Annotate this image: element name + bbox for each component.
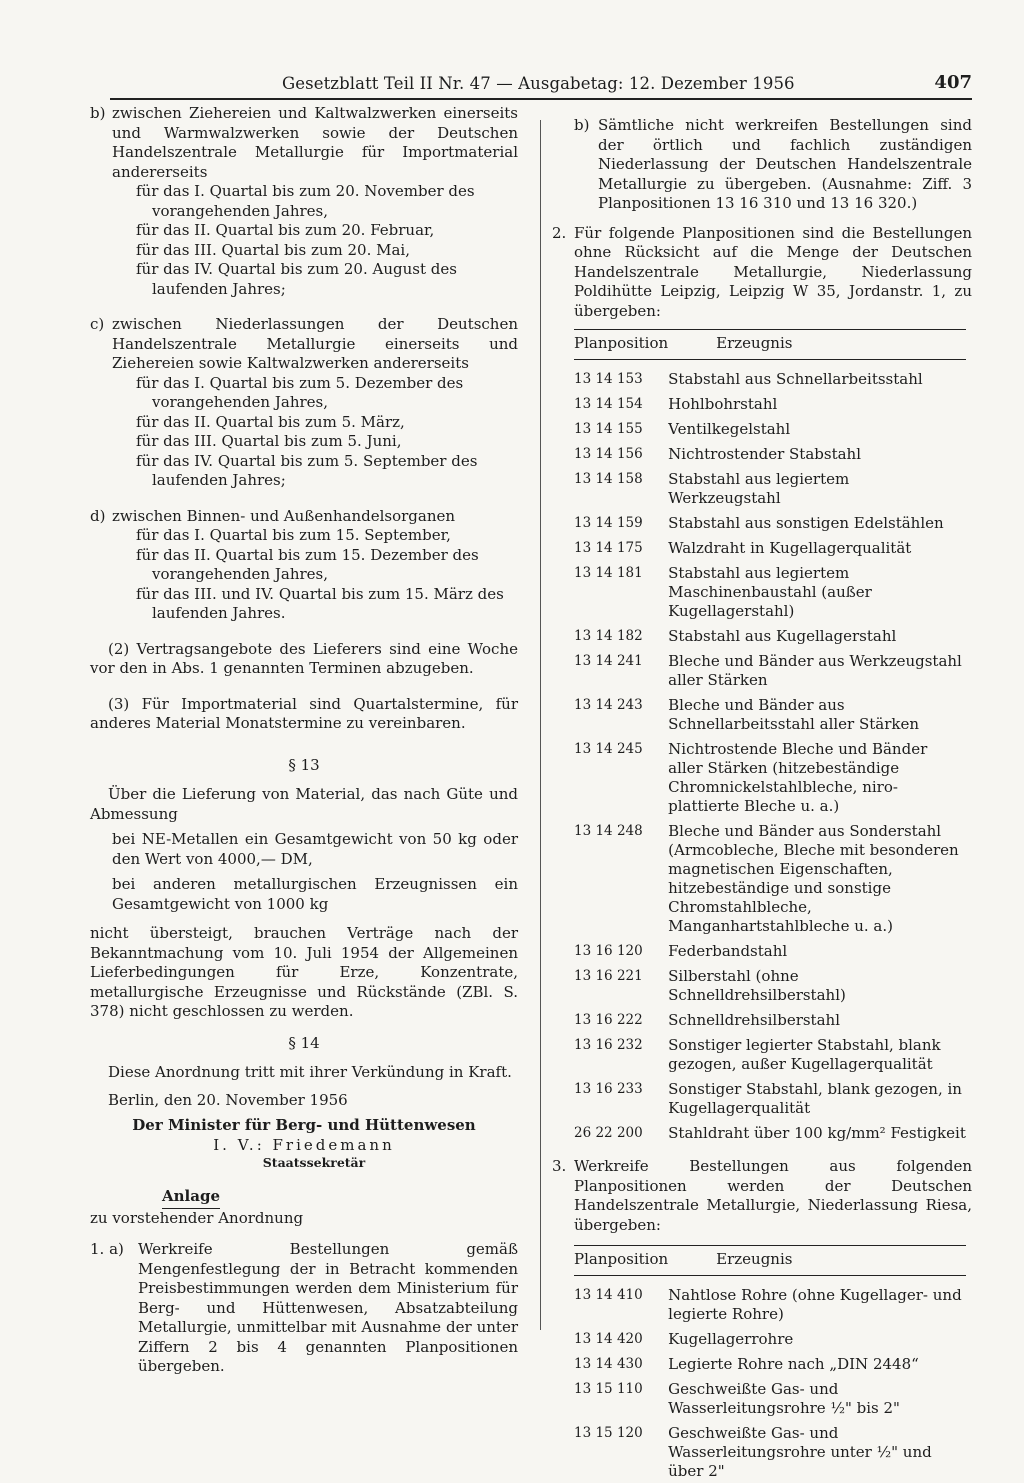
clause-b — [90, 104, 518, 182]
product-name: Geschweißte Gas- und Wasserleitungsrohre unter ½" und über 2" — [668, 1420, 966, 1483]
gazette-title: Gesetzblatt Teil II Nr. 47 — Ausgabetag: 12. Dezember 1956 — [282, 74, 795, 93]
clause-c-text: zwischen Niederlassungen der Deutschen Handelszentrale Metallurgie einerseits und Ziehereien sowie Kaltwalzwerken andererseits — [112, 315, 518, 372]
planposition-code: 13 14 175 — [574, 535, 668, 560]
clause-b-q3: für das III. Quartal bis zum 20. Mai, — [90, 241, 518, 261]
table-header-planposition: Planposition — [574, 330, 668, 360]
product-name: Kugellagerrohre — [668, 1326, 966, 1351]
product-name: Hohlbohrstahl — [668, 391, 966, 416]
table-header-row — [574, 330, 966, 360]
table-row — [574, 510, 966, 535]
product-name: Bleche und Bänder aus Schnellarbeitsstahl aller Stärken — [668, 692, 966, 736]
planposition-code: 13 16 233 — [574, 1076, 668, 1120]
product-name: Bleche und Bänder aus Sonderstahl (Armcobleche, Bleche mit besonderen magnetischen Eigenschaften, hitzebeständige und sonstige Chromstahlbleche, Manganhartstahlbleche u. a.) — [668, 818, 966, 938]
section-14-heading: § 14 — [90, 1034, 518, 1054]
product-name: Silberstahl (ohne Schnelldrehsilberstahl) — [668, 963, 966, 1007]
product-name: Stabstahl aus sonstigen Edelstählen — [668, 510, 966, 535]
table-2-body — [574, 1276, 966, 1483]
clause-c-q4: für das IV. Quartal bis zum 5. September des laufenden Jahres; — [90, 452, 518, 491]
section-13-heading: § 13 — [90, 756, 518, 776]
planposition-code: 13 14 153 — [574, 360, 668, 392]
planposition-code: 13 14 243 — [574, 692, 668, 736]
planposition-code: 13 14 241 — [574, 648, 668, 692]
column-divider — [540, 120, 541, 1330]
table-row — [574, 623, 966, 648]
planposition-code: 13 16 232 — [574, 1032, 668, 1076]
anlage-item-1b-text: Sämtliche nicht werkreifen Bestellungen sind der örtlich und fachlich zuständigen Niederlassung der Deutschen Handelszentrale Metallurgie zu übergeben. (Ausnahme: Ziff. 3 Planpositionen 13 16 310 und 13 16 320.) — [598, 116, 972, 212]
table-1-body — [574, 360, 966, 1146]
planposition-code: 13 16 120 — [574, 938, 668, 963]
table-row — [574, 648, 966, 692]
table-row — [574, 1076, 966, 1120]
product-name: Ventilkegelstahl — [668, 416, 966, 441]
planposition-code: 13 14 248 — [574, 818, 668, 938]
clause-c-q3: für das III. Quartal bis zum 5. Juni, — [90, 432, 518, 452]
table-header-planposition: Planposition — [574, 1246, 668, 1276]
header-rule — [110, 98, 972, 100]
table-row — [574, 1351, 966, 1376]
planposition-code: 13 14 158 — [574, 466, 668, 510]
clause-c-label: c) — [90, 315, 104, 335]
table-row — [574, 391, 966, 416]
anlage-item-1 — [90, 1240, 518, 1377]
planposition-code: 13 14 181 — [574, 560, 668, 623]
table-row — [574, 818, 966, 938]
table-row — [574, 1032, 966, 1076]
anlage-item-2-text: Für folgende Planpositionen sind die Bestellungen ohne Rücksicht auf die Menge der Deutschen Handelszentrale Metallurgie, Niederlassung Poldihütte Leipzig, Leipzig W 35, Jordanstr. 1, zu übergeben: — [574, 224, 972, 320]
table-row — [574, 560, 966, 623]
table-row — [574, 736, 966, 818]
table-row — [574, 1007, 966, 1032]
clause-d-text: zwischen Binnen- und Außenhandelsorganen — [112, 507, 455, 525]
clause-c-q1: für das I. Quartal bis zum 5. Dezember des vorangehenden Jahres, — [90, 374, 518, 413]
section-13-intro: Über die Lieferung von Material, das nach Güte und Abmessung — [90, 785, 518, 824]
clause-b-q1: für das I. Quartal bis zum 20. November des vorangehenden Jahres, — [90, 182, 518, 221]
table-row — [574, 360, 966, 392]
table-header-erzeugnis: Erzeugnis — [668, 1246, 966, 1276]
section-13-item-b: bei anderen metallurgischen Erzeugnissen ein Gesamtgewicht von 1000 kg — [90, 875, 518, 914]
anlage-item-2 — [552, 224, 972, 322]
product-name: Nahtlose Rohre (ohne Kugellager- und legierte Rohre) — [668, 1276, 966, 1327]
product-name: Stabstahl aus Schnellarbeitsstahl — [668, 360, 966, 392]
anlage-item-1b-label: b) — [574, 116, 589, 136]
clause-b-text: zwischen Ziehereien und Kaltwalzwerken einerseits und Warmwalzwerken sowie der Deutschen Handelszentrale Metallurgie für Importmaterial andererseits — [112, 104, 518, 181]
anlage-item-3-text: Werkreife Bestellungen aus folgenden Planpositionen werden der Deutschen Handelszentrale Metallurgie, Niederlassung Riesa, übergeben: — [574, 1157, 972, 1234]
product-name: Walzdraht in Kugellagerqualität — [668, 535, 966, 560]
planposition-code: 13 14 420 — [574, 1326, 668, 1351]
table-header-row — [574, 1246, 966, 1276]
planposition-code: 26 22 200 — [574, 1120, 668, 1145]
anlage-item-3-label: 3. — [552, 1157, 566, 1177]
planposition-code: 13 14 430 — [574, 1351, 668, 1376]
table-row — [574, 692, 966, 736]
product-name: Sonstiger Stabstahl, blank gezogen, in Kugellagerqualität — [668, 1076, 966, 1120]
table-row — [574, 466, 966, 510]
table-row — [574, 1420, 966, 1483]
product-name: Nichtrostende Bleche und Bänder aller Stärken (hitzebeständige Chromnickelstahlbleche, niro-plattierte Bleche u. a.) — [668, 736, 966, 818]
anlage-heading-wrap — [90, 1187, 518, 1209]
planposition-code: 13 15 110 — [574, 1376, 668, 1420]
product-name: Sonstiger legierter Stabstahl, blank gezogen, außer Kugellagerqualität — [668, 1032, 966, 1076]
planposition-code: 13 14 159 — [574, 510, 668, 535]
table-row — [574, 963, 966, 1007]
clause-b-label: b) — [90, 104, 105, 124]
product-name: Geschweißte Gas- und Wasserleitungsrohre ½" bis 2" — [668, 1376, 966, 1420]
product-name: Stabstahl aus Kugellagerstahl — [668, 623, 966, 648]
clause-d-q2: für das II. Quartal bis zum 15. Dezember des vorangehenden Jahres, — [90, 546, 518, 585]
product-name: Bleche und Bänder aus Werkzeugstahl aller Stärken — [668, 648, 966, 692]
left-column — [90, 104, 518, 1377]
place-date: Berlin, den 20. November 1956 — [90, 1091, 518, 1111]
product-name: Schnelldrehsilberstahl — [668, 1007, 966, 1032]
table-row — [574, 1276, 966, 1327]
planposition-table-1 — [574, 329, 966, 1145]
minister-title: Der Minister für Berg- und Hüttenwesen — [90, 1116, 518, 1136]
section-13-tail: nicht übersteigt, brauchen Verträge nach der Bekanntmachung vom 10. Juli 1954 der Allgemeinen Lieferbedingungen für Erze, Konzentrate, metallurgische Erzeugnisse und Rückstände (ZBl. S. 378) nicht geschlossen zu werden. — [90, 924, 518, 1022]
planposition-code: 13 15 120 — [574, 1420, 668, 1483]
planposition-code: 13 14 156 — [574, 441, 668, 466]
page-number: 407 — [934, 72, 972, 93]
planposition-code: 13 14 155 — [574, 416, 668, 441]
product-name: Stabstahl aus legiertem Maschinenbaustahl (außer Kugellagerstahl) — [668, 560, 966, 623]
anlage-item-3 — [552, 1157, 972, 1235]
paragraph-2: (2) Vertragsangebote des Lieferers sind eine Woche vor den in Abs. 1 genannten Terminen abzugeben. — [90, 640, 518, 679]
planposition-code: 13 16 222 — [574, 1007, 668, 1032]
planposition-code: 13 14 245 — [574, 736, 668, 818]
clause-d — [90, 507, 518, 527]
clause-c-q2: für das II. Quartal bis zum 5. März, — [90, 413, 518, 433]
table-row — [574, 416, 966, 441]
signer-title: Staatssekretär — [110, 1155, 518, 1171]
table-row — [574, 1120, 966, 1145]
signer-name: I. V.: Friedemann — [90, 1136, 518, 1156]
product-name: Legierte Rohre nach „DIN 2448“ — [668, 1351, 966, 1376]
table-row — [574, 1326, 966, 1351]
planposition-table-2 — [574, 1245, 966, 1483]
table-row — [574, 535, 966, 560]
clause-b-q4: für das IV. Quartal bis zum 20. August des laufenden Jahres; — [90, 260, 518, 299]
product-name: Stabstahl aus legiertem Werkzeugstahl — [668, 466, 966, 510]
product-name: Stahldraht über 100 kg/mm² Festigkeit — [668, 1120, 966, 1145]
anlage-item-1-label: 1. a) — [90, 1240, 124, 1260]
planposition-code: 13 14 410 — [574, 1276, 668, 1327]
clause-d-q3: für das III. und IV. Quartal bis zum 15. März des laufenden Jahres. — [90, 585, 518, 624]
table-row — [574, 441, 966, 466]
clause-c — [90, 315, 518, 374]
planposition-code: 13 16 221 — [574, 963, 668, 1007]
clause-d-label: d) — [90, 507, 105, 527]
table-row — [574, 938, 966, 963]
anlage-item-1b — [552, 116, 972, 214]
clause-b-q2: für das II. Quartal bis zum 20. Februar, — [90, 221, 518, 241]
table-row — [574, 1376, 966, 1420]
product-name: Federbandstahl — [668, 938, 966, 963]
table-header-erzeugnis: Erzeugnis — [668, 330, 966, 360]
page-header — [110, 70, 972, 102]
planposition-code: 13 14 182 — [574, 623, 668, 648]
paragraph-3: (3) Für Importmaterial sind Quartalstermine, für anderes Material Monatstermine zu vereinbaren. — [90, 695, 518, 734]
planposition-code: 13 14 154 — [574, 391, 668, 416]
anlage-item-2-label: 2. — [552, 224, 566, 244]
anlage-subtitle: zu vorstehender Anordnung — [90, 1209, 518, 1229]
right-column — [552, 116, 972, 1483]
section-13-item-a: bei NE-Metallen ein Gesamtgewicht von 50 kg oder den Wert von 4000,— DM, — [90, 830, 518, 869]
anlage-title: Anlage — [162, 1187, 220, 1209]
section-14-text: Diese Anordnung tritt mit ihrer Verkündung in Kraft. — [90, 1063, 518, 1083]
anlage-item-1-text: Werkreife Bestellungen gemäß Mengenfestlegung der in Betracht kommenden Preisbestimmungen werden dem Ministerium für Berg- und Hüttenwesen, Absatzabteilung Metallurgie, unmittelbar mit Ausnahme der unter Ziffern 2 bis 4 genannten Planpositionen übergeben. — [138, 1240, 518, 1375]
product-name: Nichtrostender Stabstahl — [668, 441, 966, 466]
clause-d-q1: für das I. Quartal bis zum 15. September, — [90, 526, 518, 546]
